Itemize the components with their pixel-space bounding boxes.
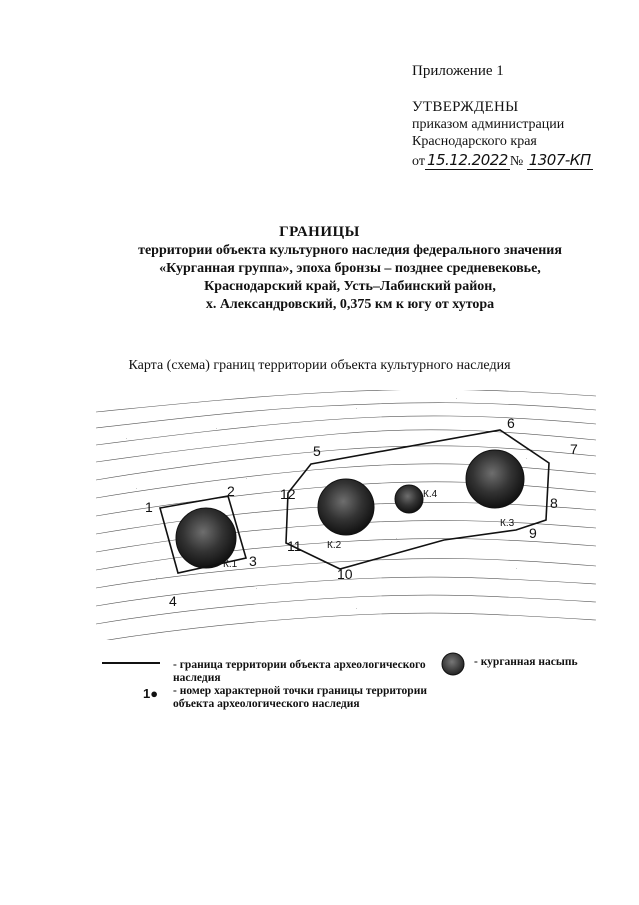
- order-prefix: от: [412, 154, 425, 169]
- mound-k3: [466, 450, 524, 508]
- svg-text:·: ·: [126, 436, 128, 441]
- point-7: 7: [570, 441, 578, 457]
- svg-text:·: ·: [156, 576, 158, 581]
- subtitle-line-1: территории объекта культурного наследия федерального значения: [138, 243, 562, 258]
- mound-label-k4: К.4: [423, 489, 438, 500]
- order-number-sign: №: [509, 154, 524, 169]
- point-12: 12: [280, 486, 296, 502]
- point-11: 11: [287, 538, 302, 554]
- boundary-legend-line-1: - граница территории объекта археологического: [173, 659, 426, 671]
- point-2: 2: [227, 483, 235, 499]
- order-number: 1307-КП: [528, 151, 591, 169]
- map-caption: Карта (схема) границ территории объекта культурного наследия: [128, 358, 511, 373]
- subtitle-line-4: х. Александровский, 0,375 км к югу от хутора: [205, 297, 495, 312]
- point-1: 1: [145, 499, 153, 515]
- point-10: 10: [337, 566, 353, 582]
- mound-legend-icon: [440, 651, 466, 677]
- svg-text:·: ·: [396, 536, 398, 541]
- order-date: 15.12.2022: [426, 151, 508, 169]
- boundary-map: [96, 390, 596, 640]
- approved-by-line-2: Краснодарского края: [412, 134, 537, 149]
- svg-text:·: ·: [246, 476, 248, 481]
- document-title: ГРАНИЦЫ: [279, 224, 360, 240]
- point-4: 4: [169, 593, 177, 609]
- mound-label-k1: К.1: [223, 559, 238, 570]
- point-legend-number: 1: [143, 686, 151, 701]
- mound-label-k2: К.2: [327, 540, 342, 551]
- point-6: 6: [507, 415, 515, 431]
- point-legend-line-1: - номер характерной точки границы территории: [173, 685, 427, 697]
- boundary-legend-line: [100, 655, 180, 671]
- mound-label-k3: К.3: [500, 518, 515, 529]
- svg-text:·: ·: [356, 606, 358, 611]
- svg-text:·: ·: [526, 456, 528, 461]
- appendix-label: Приложение 1: [412, 63, 504, 79]
- point-legend-marker: 1●: [143, 686, 159, 701]
- point-5: 5: [313, 443, 321, 459]
- svg-text:·: ·: [356, 406, 358, 411]
- point-9: 9: [529, 525, 537, 541]
- mound-k2: [318, 479, 374, 535]
- svg-text:·: ·: [136, 486, 138, 491]
- point-legend-line-2: объекта археологического наследия: [173, 698, 360, 710]
- approved-by-line-1: приказом администрации: [412, 117, 565, 132]
- approved-heading: УТВЕРЖДЕНЫ: [412, 99, 519, 115]
- subtitle-line-3: Краснодарский край, Усть–Лабинский район,: [204, 279, 496, 294]
- mounds: [176, 450, 524, 568]
- svg-text:·: ·: [456, 396, 458, 401]
- mound-legend-text: - курганная насыпь: [474, 656, 578, 668]
- subtitle-line-2: «Курганная группа», эпоха бронзы – позднее средневековье,: [159, 261, 541, 276]
- svg-text:·: ·: [256, 586, 258, 591]
- point-3: 3: [249, 553, 257, 569]
- order-reference: [412, 151, 593, 170]
- svg-text:·: ·: [216, 426, 218, 431]
- mound-k4: [395, 485, 423, 513]
- boundary-legend-line-2: наследия: [173, 672, 221, 684]
- point-8: 8: [550, 495, 558, 511]
- svg-text:·: ·: [516, 566, 518, 571]
